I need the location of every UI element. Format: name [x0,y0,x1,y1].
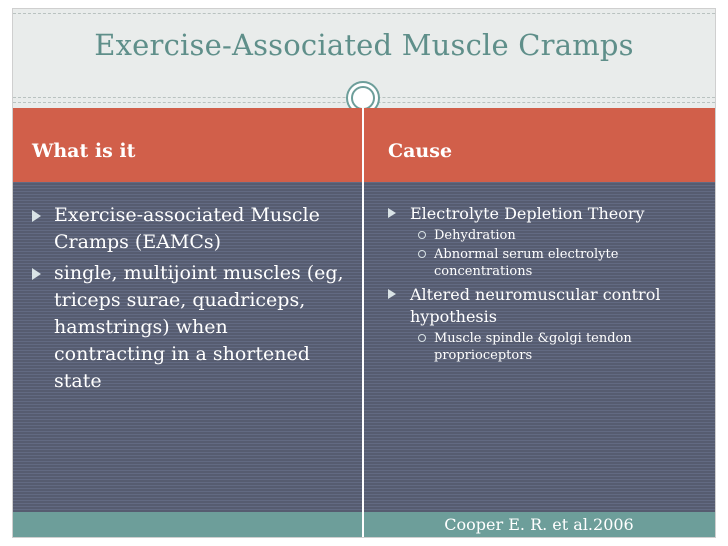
circle-bullet-icon [418,334,426,342]
top-dashed-rule [13,13,715,14]
triangle-bullet-icon [388,208,396,218]
column-divider [362,108,364,512]
triangle-bullet-icon [388,289,396,299]
triangle-bullet-icon [32,268,41,280]
list-item: Altered neuromuscular control hypothesis Muscle spindle &golgi tendon proprioceptors [388,284,708,364]
column-header-cause: Cause [388,140,453,162]
sub-list [410,227,708,280]
list-item: Electrolyte Depletion Theory Dehydration Abnormal serum electrolyte concentrations [388,203,708,280]
sub-list-item: Dehydration [410,227,708,244]
circle-bullet-icon [418,250,426,258]
cause-list [388,203,708,368]
triangle-bullet-icon [32,210,41,222]
circle-bullet-icon [418,231,426,239]
citation: Cooper E. R. et al.2006 [444,515,634,534]
sub-list-item: Abnormal serum electrolyte concentrations [410,246,708,280]
slide-title: Exercise-Associated Muscle Cramps [94,28,634,62]
what-is-it-list [32,202,344,399]
list-item: Exercise-associated Muscle Cramps (EAMCs) [32,202,344,256]
list-item: single, multijoint muscles (eg, triceps surae, quadriceps, hamstrings) when contracting in a shortened state [32,260,344,395]
column-header-what-is-it: What is it [32,140,136,162]
sub-list-item: Muscle spindle &golgi tendon proprioceptors [410,330,708,364]
sub-list [410,330,708,364]
